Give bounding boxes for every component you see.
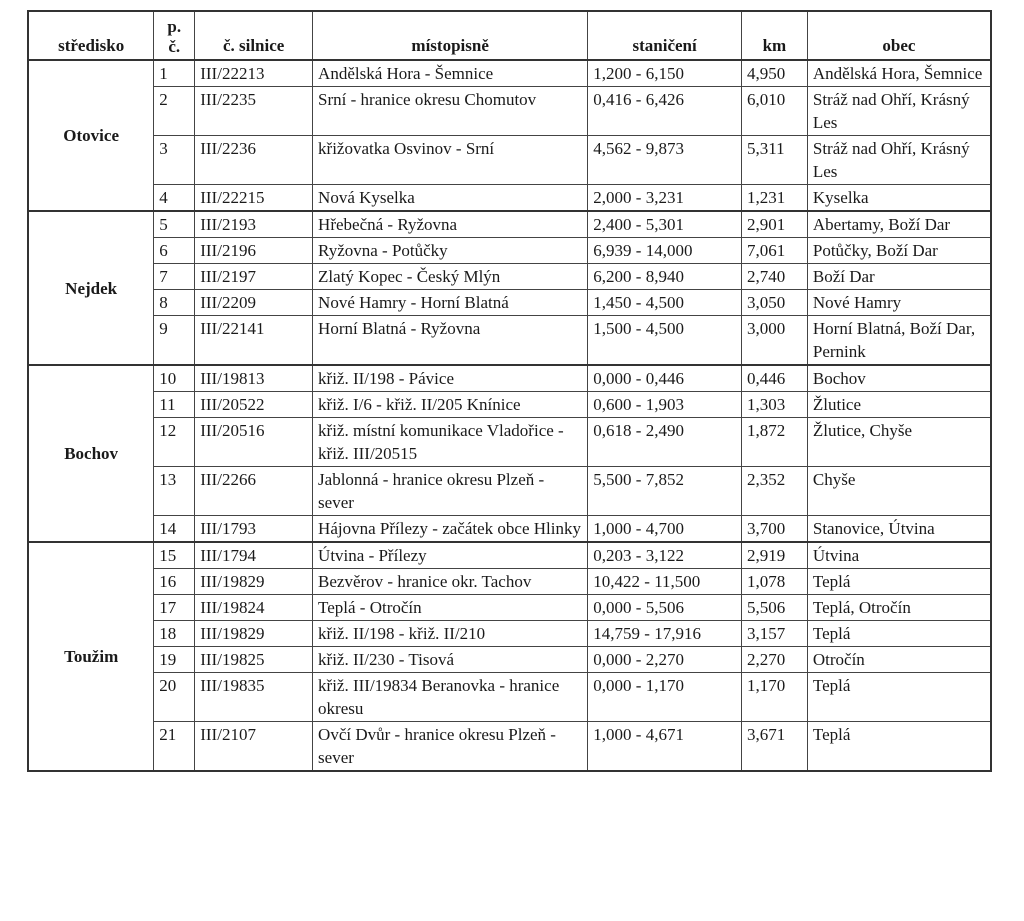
row-number: 15 [154,542,195,569]
group-3 [28,542,991,771]
row-number: 14 [154,516,195,543]
header-cislo: p. č. [154,11,195,60]
table-row [28,647,991,673]
road-description: Srní - hranice okresu Chomutov [313,87,588,136]
roads-table [27,10,992,772]
road-number: III/20522 [195,392,313,418]
road-description: Jablonná - hranice okresu Plzeň - sever [313,467,588,516]
road-number: III/2235 [195,87,313,136]
road-number: III/2236 [195,136,313,185]
table-row [28,211,991,238]
row-number: 9 [154,316,195,366]
length-km: 1,078 [741,569,807,595]
row-number: 13 [154,467,195,516]
chainage: 1,000 - 4,671 [588,722,742,772]
header-obec: obec [807,11,991,60]
header-staniceni: staničení [588,11,742,60]
chainage: 0,000 - 0,446 [588,365,742,392]
road-description: křiž. II/198 - křiž. II/210 [313,621,588,647]
table-row [28,60,991,87]
chainage: 1,450 - 4,500 [588,290,742,316]
road-number: III/20516 [195,418,313,467]
table-row [28,87,991,136]
length-km: 3,157 [741,621,807,647]
table-row [28,365,991,392]
road-description: křiž. II/198 - Pávice [313,365,588,392]
chainage: 0,600 - 1,903 [588,392,742,418]
length-km: 5,311 [741,136,807,185]
road-number: III/19825 [195,647,313,673]
length-km: 3,050 [741,290,807,316]
municipality: Andělská Hora, Šemnice [807,60,991,87]
length-km: 0,446 [741,365,807,392]
table-row [28,516,991,543]
table-row [28,418,991,467]
chainage: 6,939 - 14,000 [588,238,742,264]
table-row [28,185,991,212]
table-row [28,569,991,595]
municipality: Teplá [807,673,991,722]
road-number: III/1793 [195,516,313,543]
table-row [28,673,991,722]
road-description: Útvina - Přílezy [313,542,588,569]
row-number: 5 [154,211,195,238]
road-description: Hájovna Přílezy - začátek obce Hlinky [313,516,588,543]
municipality: Teplá, Otročín [807,595,991,621]
table-row [28,392,991,418]
stredisko-name: Toužim [28,542,154,771]
municipality: Chyše [807,467,991,516]
length-km: 2,270 [741,647,807,673]
stredisko-name: Nejdek [28,211,154,365]
chainage: 0,203 - 3,122 [588,542,742,569]
row-number: 17 [154,595,195,621]
chainage: 6,200 - 8,940 [588,264,742,290]
municipality: Boží Dar [807,264,991,290]
road-description: Andělská Hora - Šemnice [313,60,588,87]
length-km: 2,352 [741,467,807,516]
table-row [28,542,991,569]
road-number: III/22215 [195,185,313,212]
municipality: Potůčky, Boží Dar [807,238,991,264]
stredisko-name: Otovice [28,60,154,211]
row-number: 20 [154,673,195,722]
road-number: III/2107 [195,722,313,772]
road-number: III/2193 [195,211,313,238]
stredisko-name: Bochov [28,365,154,542]
table-row [28,290,991,316]
header-km: km [741,11,807,60]
length-km: 3,000 [741,316,807,366]
municipality: Stráž nad Ohří, Krásný Les [807,87,991,136]
row-number: 6 [154,238,195,264]
municipality: Abertamy, Boží Dar [807,211,991,238]
road-description: Nová Kyselka [313,185,588,212]
road-description: křiž. III/19834 Beranovka - hranice okresu [313,673,588,722]
road-number: III/1794 [195,542,313,569]
row-number: 1 [154,60,195,87]
chainage: 1,500 - 4,500 [588,316,742,366]
chainage: 2,400 - 5,301 [588,211,742,238]
row-number: 2 [154,87,195,136]
road-description: Zlatý Kopec - Český Mlýn [313,264,588,290]
road-description: Horní Blatná - Ryžovna [313,316,588,366]
length-km: 7,061 [741,238,807,264]
road-description: křižovatka Osvinov - Srní [313,136,588,185]
municipality: Žlutice [807,392,991,418]
row-number: 11 [154,392,195,418]
row-number: 10 [154,365,195,392]
length-km: 1,231 [741,185,807,212]
table-row [28,316,991,366]
row-number: 21 [154,722,195,772]
chainage: 1,000 - 4,700 [588,516,742,543]
chainage: 14,759 - 17,916 [588,621,742,647]
road-description: křiž. II/230 - Tisová [313,647,588,673]
row-number: 8 [154,290,195,316]
municipality: Bochov [807,365,991,392]
road-description: Teplá - Otročín [313,595,588,621]
group-1 [28,211,991,365]
chainage: 0,618 - 2,490 [588,418,742,467]
header-mistopisne: místopisně [313,11,588,60]
chainage: 0,000 - 5,506 [588,595,742,621]
municipality: Teplá [807,621,991,647]
chainage: 0,000 - 2,270 [588,647,742,673]
row-number: 4 [154,185,195,212]
road-number: III/19813 [195,365,313,392]
length-km: 3,671 [741,722,807,772]
table-row [28,722,991,772]
road-number: III/2197 [195,264,313,290]
road-number: III/19824 [195,595,313,621]
chainage: 4,562 - 9,873 [588,136,742,185]
table-row [28,238,991,264]
road-number: III/19829 [195,569,313,595]
table-header [28,11,991,60]
road-description: Hřebečná - Ryžovna [313,211,588,238]
municipality: Nové Hamry [807,290,991,316]
length-km: 5,506 [741,595,807,621]
municipality: Stráž nad Ohří, Krásný Les [807,136,991,185]
length-km: 3,700 [741,516,807,543]
chainage: 1,200 - 6,150 [588,60,742,87]
road-number: III/2196 [195,238,313,264]
road-description: křiž. místní komunikace Vladořice - křiž. III/20515 [313,418,588,467]
road-description: Ovčí Dvůr - hranice okresu Plzeň - sever [313,722,588,772]
table-row [28,264,991,290]
road-number: III/22141 [195,316,313,366]
group-2 [28,365,991,542]
length-km: 1,872 [741,418,807,467]
road-number: III/22213 [195,60,313,87]
municipality: Horní Blatná, Boží Dar, Pernink [807,316,991,366]
row-number: 12 [154,418,195,467]
road-number: III/2209 [195,290,313,316]
chainage: 0,000 - 1,170 [588,673,742,722]
row-number: 16 [154,569,195,595]
group-0 [28,60,991,211]
municipality: Teplá [807,569,991,595]
road-description: Bezvěrov - hranice okr. Tachov [313,569,588,595]
table-row [28,595,991,621]
length-km: 6,010 [741,87,807,136]
length-km: 1,170 [741,673,807,722]
chainage: 5,500 - 7,852 [588,467,742,516]
road-number: III/19835 [195,673,313,722]
header-silnice: č. silnice [195,11,313,60]
row-number: 18 [154,621,195,647]
table-row [28,136,991,185]
municipality: Stanovice, Útvina [807,516,991,543]
length-km: 2,919 [741,542,807,569]
municipality: Otročín [807,647,991,673]
road-description: Nové Hamry - Horní Blatná [313,290,588,316]
length-km: 4,950 [741,60,807,87]
length-km: 2,901 [741,211,807,238]
table-row [28,467,991,516]
chainage: 10,422 - 11,500 [588,569,742,595]
municipality: Útvina [807,542,991,569]
municipality: Kyselka [807,185,991,212]
length-km: 2,740 [741,264,807,290]
road-description: křiž. I/6 - křiž. II/205 Knínice [313,392,588,418]
length-km: 1,303 [741,392,807,418]
header-stredisko: středisko [28,11,154,60]
road-number: III/2266 [195,467,313,516]
row-number: 19 [154,647,195,673]
chainage: 2,000 - 3,231 [588,185,742,212]
row-number: 7 [154,264,195,290]
table-row [28,621,991,647]
road-description: Ryžovna - Potůčky [313,238,588,264]
row-number: 3 [154,136,195,185]
chainage: 0,416 - 6,426 [588,87,742,136]
municipality: Žlutice, Chyše [807,418,991,467]
road-number: III/19829 [195,621,313,647]
header-row [28,11,991,60]
municipality: Teplá [807,722,991,772]
